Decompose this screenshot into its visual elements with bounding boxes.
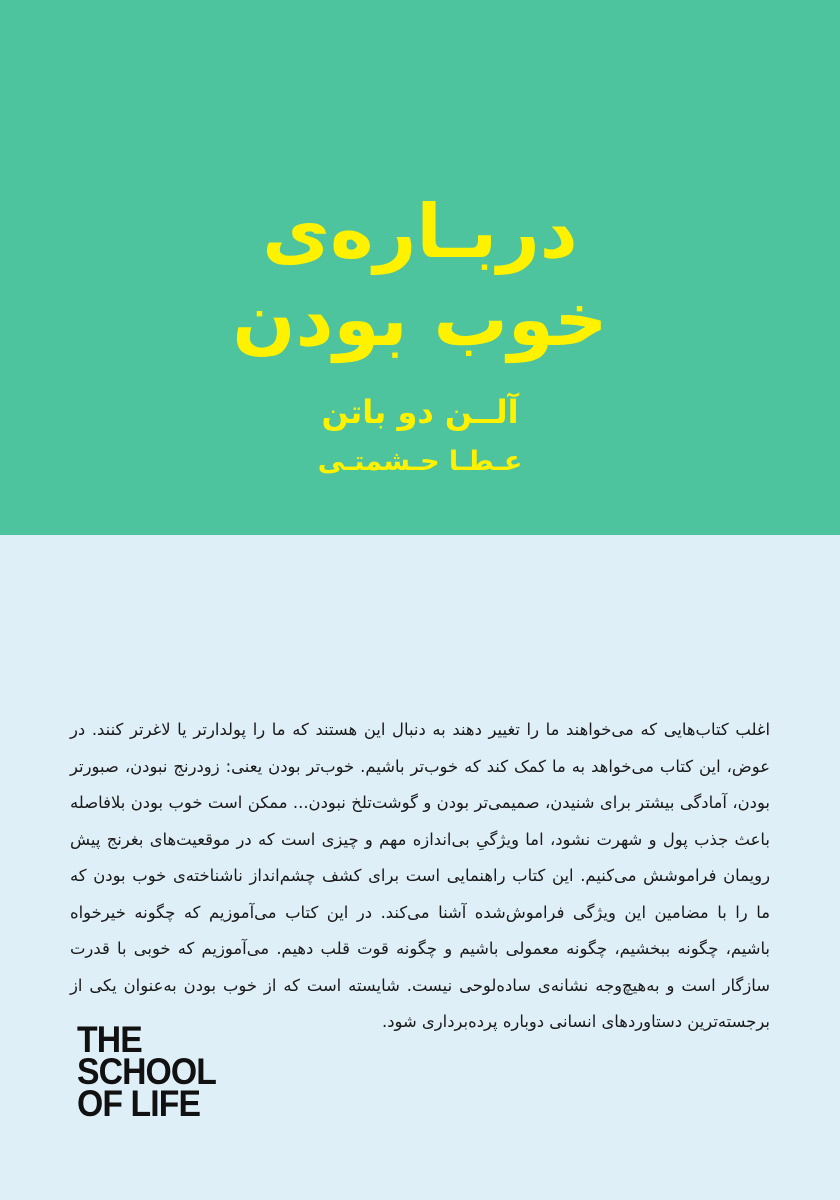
publisher-logo-line3: OF LIFE	[77, 1082, 201, 1124]
back-cover-blurb: اغلب کتاب‌هایی که می‌خواهند ما را تغییر دهند به دنبال این هستند که ما را پولدارتر یا لاغرتر کنند. در عوض، این کتاب می‌خواهد به ما کمک کند که خوب‌تر باشیم. خوب‌تر بودن یعنی: زودرنج نبودن، صبورتر بودن، آمادگی بیشتر برای شنیدن، صمیمی‌تر بودن و گوشت‌تلخ نبودن... ممکن است خوب بودن بلافاصله باعث جذب پول و شهرت نشود، اما ویژگیِ بی‌اندازه مهم و چیزی است که در موقعیت‌های بغرنج پیش رویمان فراموشش می‌کنیم. این کتاب راهنمایی است برای کشف چشم‌انداز ناشناخته‌ی خوب بودن که ما را با مضامین این ویژگی فراموش‌شده آشنا می‌کند. در این کتاب می‌آموزیم که چگونه خیرخواه باشیم، چگونه ببخشیم، چگونه معمولی باشیم و چگونه قوت قلب دهیم. می‌آموزیم که خوبی با قدرت سازگار است و به‌هیچ‌وجه نشانه‌ی ساده‌لوحی نیست. شایسته است که از خوب بودن به‌عنوان یکی از برجسته‌ترین دستاوردهای انسانی دوباره پرده‌برداری شود.	[70, 720, 770, 1031]
book-title-line2: خوب بودن	[232, 277, 608, 363]
publisher-logo-line1: THE	[77, 1018, 142, 1060]
publisher-logo-line2: SCHOOL	[77, 1050, 216, 1092]
author-name: آلــن دو باتن	[321, 393, 519, 431]
book-title-line1: دربـاره‌ی	[262, 189, 578, 275]
publisher-logo	[77, 1018, 216, 1124]
translator-name: عـطـا حـشمتـی	[317, 446, 523, 477]
